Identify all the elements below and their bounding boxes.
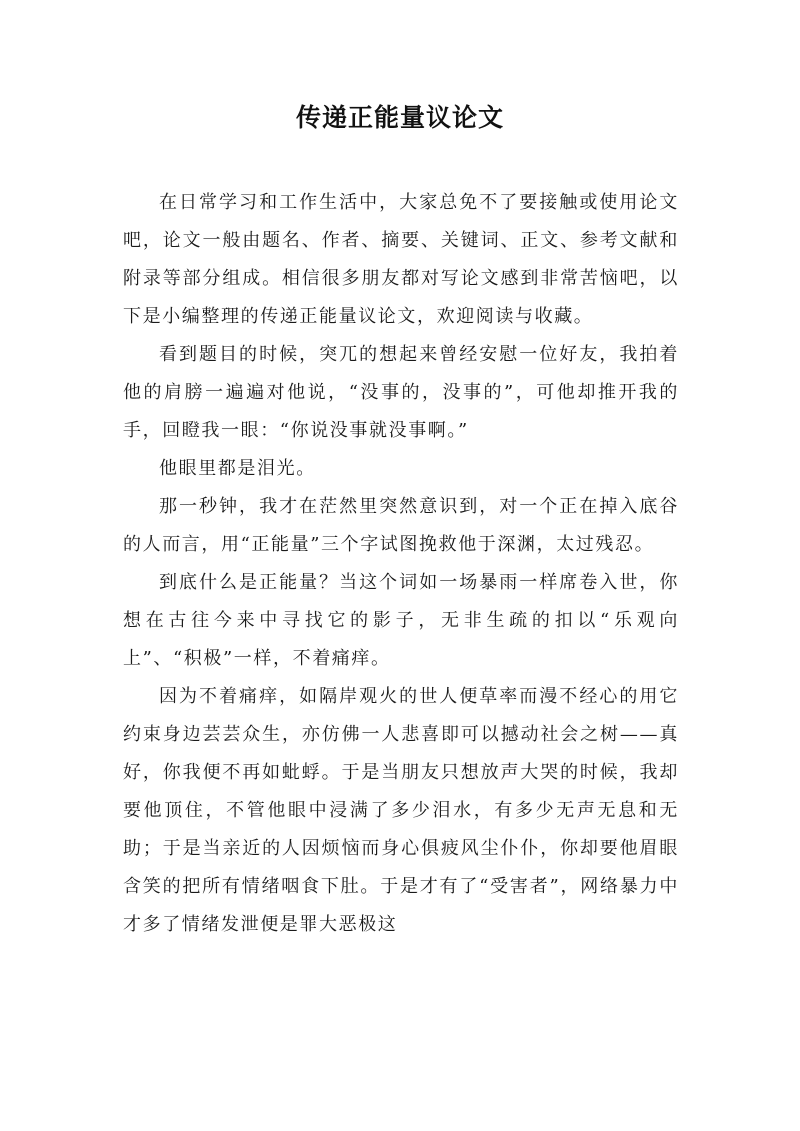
paragraph-realization: 那一秒钟，我才在茫然里突然意识到，对一个正在掉入底谷的人而言，用“正能量”三个字试图挽救他于深渊，太过残忍。 [123,496,679,555]
document-body [123,184,679,944]
paragraph-what-is-positive-energy: 到底什么是正能量？当这个词如一场暴雨一样席卷入世，你想在古往今来中寻找它的影子，无非生疏的扣以“乐观向上”、“积极”一样，不着痛痒。 [123,572,679,669]
paragraph-intro: 在日常学习和工作生活中，大家总免不了要接触或使用论文吧，论文一般由题名、作者、摘要、关键词、正文、参考文献和附录等部分组成。相信很多朋友都对写论文感到非常苦恼吧，以下是小编整理的传递正能量议论文，欢迎阅读与收藏。 [123,192,679,327]
paragraph-indifference: 因为不着痛痒，如隔岸观火的世人便草率而漫不经心的用它约束身边芸芸众生，亦仿佛一人悲喜即可以撼动社会之树——真好，你我便不再如蚍蜉。于是当朋友只想放声大哭的时候，我却要他顶住，不管他眼中浸满了多少泪水，有多少无声无息和无助；于是当亲近的人因烦恼而身心俱疲风尘仆仆，你却要他眉眼含笑的把所有情绪咽食下肚。于是才有了“受害者”，网络暴力中才多了情绪发泄便是罪大恶极这 [123,686,679,935]
paragraph-tears: 他眼里都是泪光。 [159,458,316,479]
document-title: 传递正能量议论文 [295,103,504,132]
paragraph-comfort-friend: 看到题目的时候，突兀的想起来曾经安慰一位好友，我拍着他的肩膀一遍遍对他说，“没事的，没事的”，可他却推开我的手，回瞪我一眼：“你说没事就没事啊。” [123,344,679,441]
